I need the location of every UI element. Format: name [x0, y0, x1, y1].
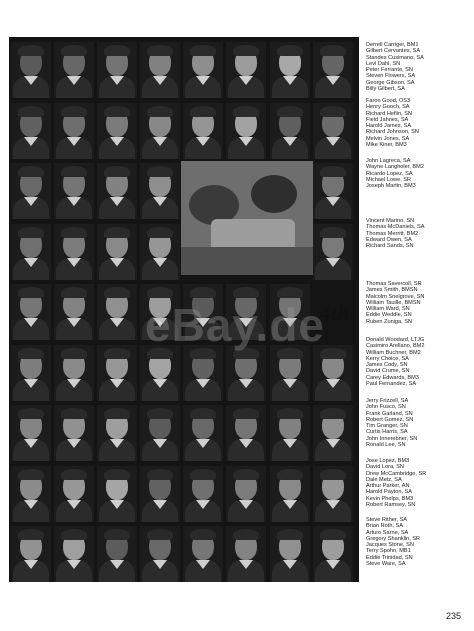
roster-name: Ruben Zuniga, SN [366, 318, 413, 325]
roster-name: Wayne Langholer, BM2 [366, 164, 424, 171]
roster-name: Donald Woodard, LTJG [366, 337, 425, 343]
roster-name: John Fusco, SN [366, 404, 406, 411]
roster-name: Dale Metz, SA [366, 476, 402, 483]
portrait-photo [313, 466, 353, 522]
name-list [366, 158, 470, 189]
portrait-photo [183, 42, 223, 98]
roster-name: Kerry Choice, SA [366, 355, 409, 362]
portrait-photo [226, 42, 266, 98]
roster-name: William Buchner, BM2 [366, 349, 421, 356]
portrait-photo [140, 163, 180, 219]
name-list [366, 98, 470, 148]
page-number: 235 [446, 611, 462, 621]
roster-name: Thomas Merritt, BM2 [366, 230, 419, 237]
portrait-photo [226, 103, 266, 159]
portrait-photo [140, 466, 180, 522]
roster-name: Richard Johnson, SN [366, 129, 419, 136]
roster-name: Henry Gooch, SA [366, 104, 410, 111]
top-margin [0, 0, 474, 36]
roster-name: Eddie Weddle, SN [366, 312, 412, 319]
roster-name: Ronald Lee, SN [366, 442, 406, 449]
portrait-photo [313, 345, 353, 401]
portrait-photo [11, 42, 51, 98]
portrait-photo [183, 345, 223, 401]
name-list [366, 218, 470, 249]
roster-name: Paul Fernandez, SA [366, 381, 417, 388]
name-list [366, 281, 470, 325]
portrait-photo [226, 466, 266, 522]
roster-name: Standes Cusimano, SA [366, 54, 424, 61]
portrait-photo [97, 103, 137, 159]
roster-name: John Innerebner, SN [366, 435, 418, 442]
watermark: eBay.de [145, 299, 326, 351]
portrait-photo [97, 466, 137, 522]
roster-name: Terry Spohn, MB1 [366, 548, 411, 555]
roster-name: Edward Owen, SA [366, 236, 412, 243]
portrait-photo [11, 405, 51, 461]
deck-shape [181, 247, 313, 275]
roster-name: Mike Kiner, BM3 [366, 142, 407, 149]
portrait-photo [313, 526, 353, 582]
roster-name: John Lagreca, SA [366, 158, 411, 164]
roster-name: Harold Payton, SA [366, 489, 413, 496]
roster-name: Peter Ferrante, SN [366, 67, 413, 74]
portrait-photo [97, 42, 137, 98]
roster-name: Robert Gomez, SN [366, 416, 414, 423]
portrait-photo [226, 405, 266, 461]
roster-name: Robert Ramsey, SN [366, 502, 416, 509]
roster-name: William Tauille, BMSN [366, 299, 421, 306]
roster-name: Malcolm Snelgrove, SN [366, 293, 425, 300]
roster-name: Jerry Frizzell, SA [366, 398, 409, 404]
roster-name: Jacques Stone, SN [366, 542, 414, 549]
roster-name: Vincent Marino, SN [366, 218, 415, 224]
name-list [366, 458, 470, 508]
roster-name: Billy Gilbert, SA [366, 86, 405, 93]
portrait-photo [11, 284, 51, 340]
portrait-photo [54, 163, 94, 219]
portrait-photo [54, 224, 94, 280]
portrait-photo [183, 405, 223, 461]
portrait-photo [54, 345, 94, 401]
name-list [366, 337, 470, 387]
portrait-photo [97, 405, 137, 461]
portrait-photo [11, 526, 51, 582]
roster-name: Richard Heflin, SN [366, 110, 413, 117]
portrait-photo [97, 345, 137, 401]
roster-name: Ricardo Lopez, SA [366, 170, 413, 177]
portrait-photo [313, 163, 353, 219]
portrait-photo [97, 526, 137, 582]
portrait-photo [54, 103, 94, 159]
portrait-photo [97, 284, 137, 340]
roster-name: Drew McCambridge, SR [366, 470, 427, 477]
division-label: 4th [320, 300, 350, 325]
roster-name: Joseph Martin, BM3 [366, 183, 416, 190]
portrait-photo [183, 466, 223, 522]
portrait-photo [270, 345, 310, 401]
roster-name: Faron Good, OS3 [366, 98, 411, 104]
portrait-photo [270, 466, 310, 522]
roster-name: Casimiro Arellano, BM2 [366, 343, 425, 350]
portrait-photo [97, 224, 137, 280]
name-list [366, 517, 470, 567]
portrait-photo [313, 405, 353, 461]
roster-name: Jose Lopez, BM3 [366, 458, 410, 464]
action-photo [181, 161, 313, 275]
portrait-photo [270, 405, 310, 461]
portrait-photo [226, 526, 266, 582]
roster-name: William Ward, SN [366, 306, 410, 313]
helmet-shape [251, 175, 297, 213]
portrait-photo [54, 405, 94, 461]
portrait-photo [54, 42, 94, 98]
roster-name: Arthur Parker, AN [366, 483, 410, 490]
portrait-photo [270, 103, 310, 159]
roster-name: Melvin Jones, SA [366, 135, 410, 142]
portrait-photo [11, 224, 51, 280]
roster-name: James Cody, SN [366, 362, 408, 369]
roster-name: Levi Dahl, SN [366, 60, 401, 67]
roster-name: Gilbert Cervantes, SA [366, 48, 421, 55]
portrait-photo [140, 103, 180, 159]
roster-name: George Gibson, SA [366, 79, 415, 86]
roster-name: Carey Edwards, BM3 [366, 374, 419, 381]
roster-name: Steve Rither, SA [366, 517, 408, 523]
roster-name: Curtis Harris, SA [366, 429, 408, 436]
portrait-photo [313, 103, 353, 159]
portrait-photo [226, 345, 266, 401]
portrait-photo [11, 345, 51, 401]
roster-name: Harold James, SA [366, 123, 412, 130]
roster-name: Thomas McDaniels, SA [366, 224, 425, 231]
roster-name: Frank Garland, SN [366, 410, 413, 417]
roster-name: Arturo Sarne, SA [366, 529, 409, 536]
portrait-photo [11, 103, 51, 159]
roster-name: Thomas Savercoll, SR [366, 281, 422, 287]
roster-name: David Crume, SN [366, 368, 410, 375]
name-list [366, 42, 470, 92]
roster-name: Steven Flowers, SA [366, 73, 416, 80]
portrait-photo [11, 466, 51, 522]
roster-name: Eddie Trinidad, SN [366, 554, 413, 561]
portrait-photo [11, 163, 51, 219]
roster-name: Gregory Shanklin, SR [366, 535, 421, 542]
roster-name: Tim Granger, SN [366, 423, 408, 430]
portrait-photo [183, 526, 223, 582]
portrait-photo [183, 103, 223, 159]
portrait-photo [140, 42, 180, 98]
portrait-photo [54, 526, 94, 582]
roster-name: Kevin Phelps, BM3 [366, 495, 414, 502]
roster-name: James Smith, BMSN [366, 287, 418, 294]
roster-name: Brian Roth, SA [366, 523, 403, 530]
name-list [366, 398, 470, 448]
roster-name: Richard Sands, SN [366, 243, 414, 250]
portrait-photo [313, 224, 353, 280]
portrait-photo [54, 466, 94, 522]
portrait-photo [54, 284, 94, 340]
roster-name: Michael Lowe, SR [366, 176, 412, 183]
portrait-photo [140, 224, 180, 280]
portrait-photo [270, 42, 310, 98]
roster-name: David Lora, SN [366, 464, 404, 471]
portrait-photo [97, 163, 137, 219]
portrait-photo [140, 405, 180, 461]
roster-name: Steve Ware, SA [366, 561, 406, 568]
portrait-photo [140, 345, 180, 401]
portrait-photo [140, 526, 180, 582]
roster-name: Derrell Carriger, BM1 [366, 42, 419, 48]
portrait-photo [270, 526, 310, 582]
portrait-photo [313, 42, 353, 98]
roster-name: Field Jahnes, SA [366, 116, 409, 123]
